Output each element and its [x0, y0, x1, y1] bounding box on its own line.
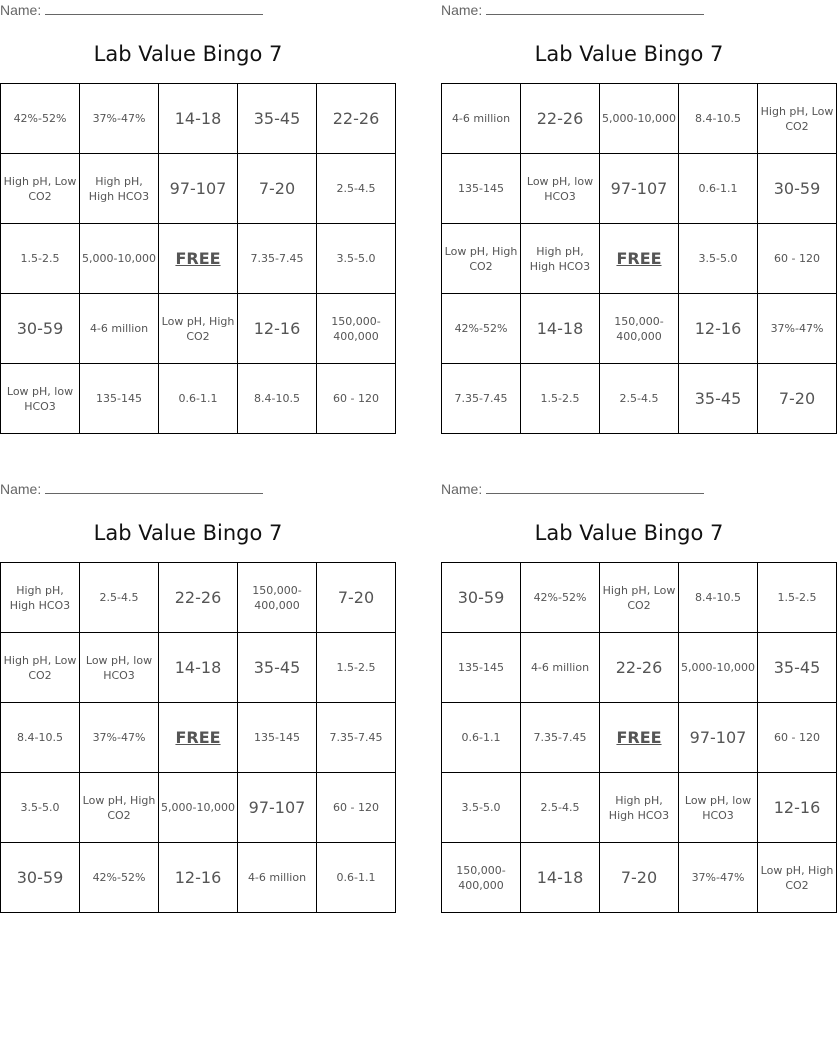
bingo-cell: 1.5-2.5: [521, 364, 600, 434]
name-field: [0, 2, 263, 18]
bingo-cell: 8.4-10.5: [679, 563, 758, 633]
bingo-cell: 30-59: [1, 843, 80, 913]
bingo-cell: 97-107: [238, 773, 317, 843]
bingo-cell: 0.6-1.1: [159, 364, 238, 434]
bingo-cell: 60 - 120: [758, 224, 837, 294]
grid-row: [1, 364, 396, 434]
bingo-cell: 2.5-4.5: [80, 563, 159, 633]
bingo-cell: High pH, Low CO2: [1, 633, 80, 703]
name-field: [441, 2, 704, 18]
free-space: FREE: [600, 224, 679, 294]
card-title: Lab Value Bingo 7: [93, 521, 283, 545]
bingo-cell: 4-6 million: [238, 843, 317, 913]
bingo-cell: 12-16: [758, 773, 837, 843]
bingo-grid: [0, 562, 396, 913]
bingo-cell: 12-16: [238, 294, 317, 364]
bingo-cell: 30-59: [758, 154, 837, 224]
bingo-cell: 2.5-4.5: [600, 364, 679, 434]
bingo-cell: 35-45: [679, 364, 758, 434]
bingo-cell: 97-107: [679, 703, 758, 773]
grid-row: [1, 633, 396, 703]
bingo-cell: 4-6 million: [521, 633, 600, 703]
bingo-cell: 135-145: [238, 703, 317, 773]
bingo-cell: Low pH, High CO2: [80, 773, 159, 843]
bingo-cell: 135-145: [442, 633, 521, 703]
bingo-cell: 0.6-1.1: [317, 843, 396, 913]
bingo-cell: 8.4-10.5: [679, 84, 758, 154]
grid-row: [442, 633, 837, 703]
free-space: FREE: [159, 703, 238, 773]
bingo-cell: Low pH, low HCO3: [679, 773, 758, 843]
name-field: [0, 481, 263, 497]
card-title: Lab Value Bingo 7: [534, 521, 724, 545]
card-title: Lab Value Bingo 7: [534, 42, 724, 66]
grid-row: [442, 224, 837, 294]
bingo-cell: 7.35-7.45: [521, 703, 600, 773]
bingo-cell: High pH, Low CO2: [758, 84, 837, 154]
bingo-cell: 5,000-10,000: [159, 773, 238, 843]
bingo-cell: 7.35-7.45: [238, 224, 317, 294]
bingo-cell: 35-45: [238, 84, 317, 154]
bingo-cell: 97-107: [159, 154, 238, 224]
bingo-cell: 12-16: [159, 843, 238, 913]
bingo-cell: 1.5-2.5: [758, 563, 837, 633]
bingo-cell: 3.5-5.0: [317, 224, 396, 294]
bingo-cell: Low pH, low HCO3: [80, 633, 159, 703]
bingo-cell: 7.35-7.45: [317, 703, 396, 773]
bingo-cell: 0.6-1.1: [679, 154, 758, 224]
bingo-cell: 97-107: [600, 154, 679, 224]
bingo-cell: 2.5-4.5: [521, 773, 600, 843]
bingo-cell: 60 - 120: [758, 703, 837, 773]
bingo-cell: 14-18: [159, 84, 238, 154]
bingo-cell: High pH, Low CO2: [600, 563, 679, 633]
grid-row: [1, 563, 396, 633]
bingo-cell: 35-45: [238, 633, 317, 703]
grid-row: [442, 703, 837, 773]
bingo-cell: 42%-52%: [442, 294, 521, 364]
bingo-cell: 5,000-10,000: [80, 224, 159, 294]
card-title: Lab Value Bingo 7: [93, 42, 283, 66]
bingo-cell: 22-26: [159, 563, 238, 633]
bingo-grid: [0, 83, 396, 434]
grid-row: [1, 84, 396, 154]
bingo-cell: 7-20: [238, 154, 317, 224]
bingo-cell: High pH, High HCO3: [80, 154, 159, 224]
grid-row: [1, 224, 396, 294]
bingo-cell: 22-26: [521, 84, 600, 154]
bingo-cell: 60 - 120: [317, 773, 396, 843]
name-field: [441, 481, 704, 497]
bingo-cell: 22-26: [600, 633, 679, 703]
grid-row: [1, 843, 396, 913]
bingo-cell: High pH, Low CO2: [1, 154, 80, 224]
bingo-cell: 2.5-4.5: [317, 154, 396, 224]
bingo-cell: 7.35-7.45: [442, 364, 521, 434]
bingo-cell: 1.5-2.5: [317, 633, 396, 703]
bingo-cell: 150,000-400,000: [442, 843, 521, 913]
name-label: Name:: [441, 481, 483, 497]
bingo-cell: 14-18: [521, 843, 600, 913]
grid-row: [1, 773, 396, 843]
bingo-cell: 35-45: [758, 633, 837, 703]
bingo-cell: 42%-52%: [1, 84, 80, 154]
bingo-cell: 135-145: [442, 154, 521, 224]
bingo-cell: 8.4-10.5: [1, 703, 80, 773]
bingo-cell: 42%-52%: [521, 563, 600, 633]
bingo-cell: Low pH, low HCO3: [521, 154, 600, 224]
name-label: Name:: [0, 481, 42, 497]
bingo-grid: [441, 562, 837, 913]
bingo-cell: 14-18: [159, 633, 238, 703]
bingo-cell: 7-20: [600, 843, 679, 913]
grid-row: [1, 154, 396, 224]
bingo-cell: High pH, High HCO3: [600, 773, 679, 843]
grid-row: [442, 154, 837, 224]
grid-row: [1, 703, 396, 773]
bingo-cell: 14-18: [521, 294, 600, 364]
bingo-cell: 37%-47%: [80, 703, 159, 773]
free-space: FREE: [600, 703, 679, 773]
bingo-cell: 7-20: [317, 563, 396, 633]
bingo-cell: 5,000-10,000: [600, 84, 679, 154]
name-blank-line: [45, 2, 263, 15]
name-blank-line: [45, 481, 263, 494]
bingo-cell: 150,000-400,000: [238, 563, 317, 633]
grid-row: [442, 294, 837, 364]
bingo-cell: 4-6 million: [80, 294, 159, 364]
grid-row: [442, 843, 837, 913]
name-blank-line: [486, 481, 704, 494]
free-space: FREE: [159, 224, 238, 294]
bingo-cell: 8.4-10.5: [238, 364, 317, 434]
grid-row: [442, 563, 837, 633]
bingo-grid: [441, 83, 837, 434]
bingo-cell: 1.5-2.5: [1, 224, 80, 294]
bingo-cell: 150,000-400,000: [317, 294, 396, 364]
name-blank-line: [486, 2, 704, 15]
name-label: Name:: [441, 2, 483, 18]
grid-row: [442, 773, 837, 843]
bingo-cell: 0.6-1.1: [442, 703, 521, 773]
bingo-cell: 3.5-5.0: [679, 224, 758, 294]
bingo-cell: Low pH, High CO2: [758, 843, 837, 913]
bingo-cell: 135-145: [80, 364, 159, 434]
bingo-cell: Low pH, low HCO3: [1, 364, 80, 434]
bingo-cell: 12-16: [679, 294, 758, 364]
name-label: Name:: [0, 2, 42, 18]
bingo-cell: 7-20: [758, 364, 837, 434]
grid-row: [442, 364, 837, 434]
bingo-cell: 42%-52%: [80, 843, 159, 913]
bingo-cell: 22-26: [317, 84, 396, 154]
grid-row: [442, 84, 837, 154]
bingo-cell: 3.5-5.0: [1, 773, 80, 843]
bingo-cell: 5,000-10,000: [679, 633, 758, 703]
bingo-cell: High pH, High HCO3: [1, 563, 80, 633]
bingo-cell: 30-59: [1, 294, 80, 364]
bingo-cell: 4-6 million: [442, 84, 521, 154]
bingo-cell: 37%-47%: [80, 84, 159, 154]
grid-row: [1, 294, 396, 364]
bingo-cell: 37%-47%: [679, 843, 758, 913]
bingo-cell: 30-59: [442, 563, 521, 633]
bingo-cell: 3.5-5.0: [442, 773, 521, 843]
bingo-cell: 37%-47%: [758, 294, 837, 364]
bingo-cell: Low pH, High CO2: [442, 224, 521, 294]
bingo-cell: 60 - 120: [317, 364, 396, 434]
bingo-cell: High pH, High HCO3: [521, 224, 600, 294]
bingo-cell: 150,000-400,000: [600, 294, 679, 364]
bingo-cell: Low pH, High CO2: [159, 294, 238, 364]
